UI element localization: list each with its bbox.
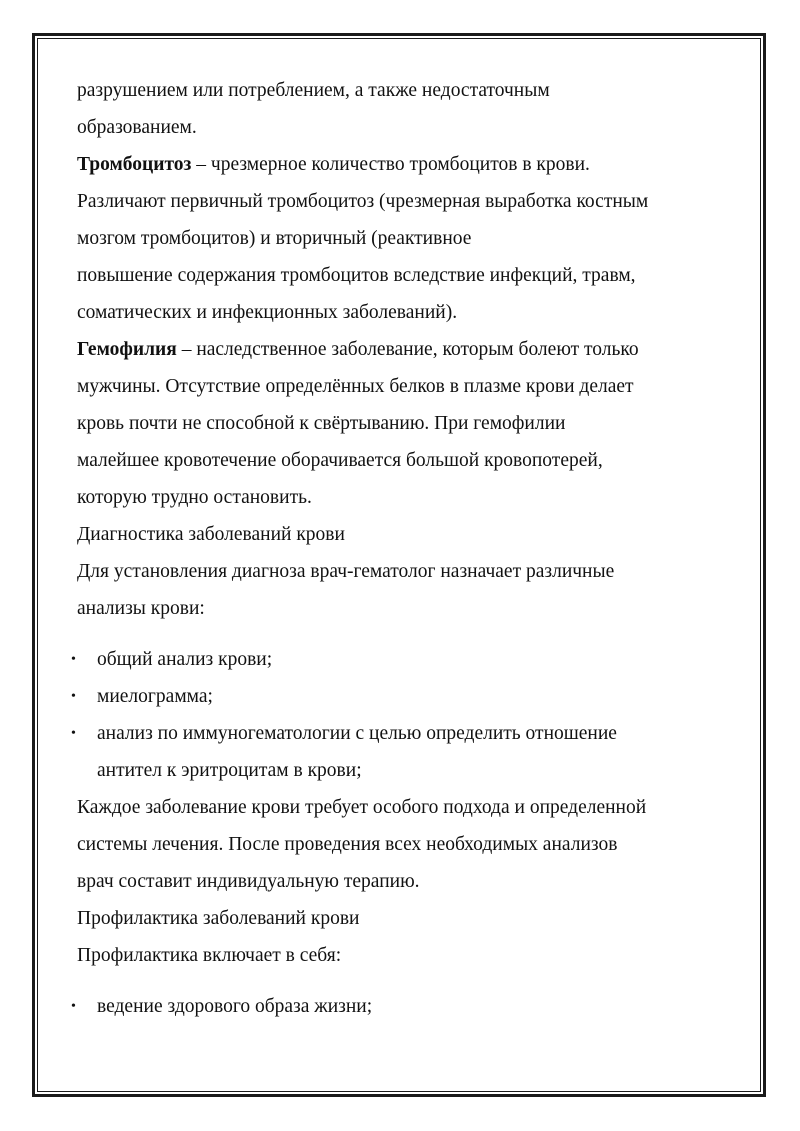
term-thrombocytosis: Тромбоцитоз — [77, 154, 192, 175]
list-item: • миелограмма; — [77, 678, 727, 715]
list-item: • анализ по иммуногематологии с целью определить отношение — [77, 715, 727, 752]
text-line: мозгом тромбоцитов) и вторичный (реактивное — [77, 228, 472, 249]
text-line: кровь почти не способной к свёртыванию. При гемофилии — [77, 413, 566, 434]
bullet-icon: • — [71, 689, 76, 704]
text-line: врач составит индивидуальную терапию. — [77, 871, 420, 892]
document-body — [71, 72, 727, 1025]
text-line: анализы крови: — [77, 598, 205, 619]
definition-text: – чрезмерное количество тромбоцитов в крови. — [191, 154, 590, 175]
bullet-icon: • — [71, 726, 76, 741]
text-line: образованием. — [77, 117, 197, 138]
diagnostics-list — [71, 641, 727, 789]
text-line: соматических и инфекционных заболеваний). — [77, 302, 458, 323]
text-line: Каждое заболевание крови требует особого подхода и определенной — [77, 797, 647, 818]
bullet-icon: • — [71, 999, 76, 1014]
list-item: • ведение здорового образа жизни; — [77, 988, 727, 1025]
term-hemophilia: Гемофилия — [77, 339, 177, 360]
text-line: малейшее кровотечение оборачивается большой кровопотерей, — [77, 450, 603, 471]
definition-text: – наследственное заболевание, которым болеют только — [176, 339, 639, 360]
hemophilia-definition — [77, 331, 727, 368]
text-line: Различают первичный тромбоцитоз (чрезмерная выработка костным — [77, 191, 649, 212]
bullet-icon: • — [71, 652, 76, 667]
text-line: Для установления диагноза врач-гематолог назначает различные — [77, 561, 615, 582]
section-heading-diagnostics: Диагностика заболеваний крови — [77, 524, 345, 545]
list-item-continuation: антител к эритроцитам в крови; — [97, 760, 362, 781]
text-line: мужчины. Отсутствие определённых белков в плазме крови делает — [77, 376, 634, 397]
text-line: Профилактика включает в себя: — [77, 945, 342, 966]
prevention-list — [71, 988, 727, 1025]
text-line: системы лечения. После проведения всех необходимых анализов — [77, 834, 618, 855]
thrombocytosis-definition — [77, 146, 727, 183]
text-line: повышение содержания тромбоцитов вследствие инфекций, травм, — [77, 265, 636, 286]
list-item: • общий анализ крови; — [77, 641, 727, 678]
text-line: которую трудно остановить. — [77, 487, 312, 508]
section-heading-prevention: Профилактика заболеваний крови — [77, 908, 360, 929]
text-line: разрушением или потреблением, а также недостаточным — [77, 80, 550, 101]
